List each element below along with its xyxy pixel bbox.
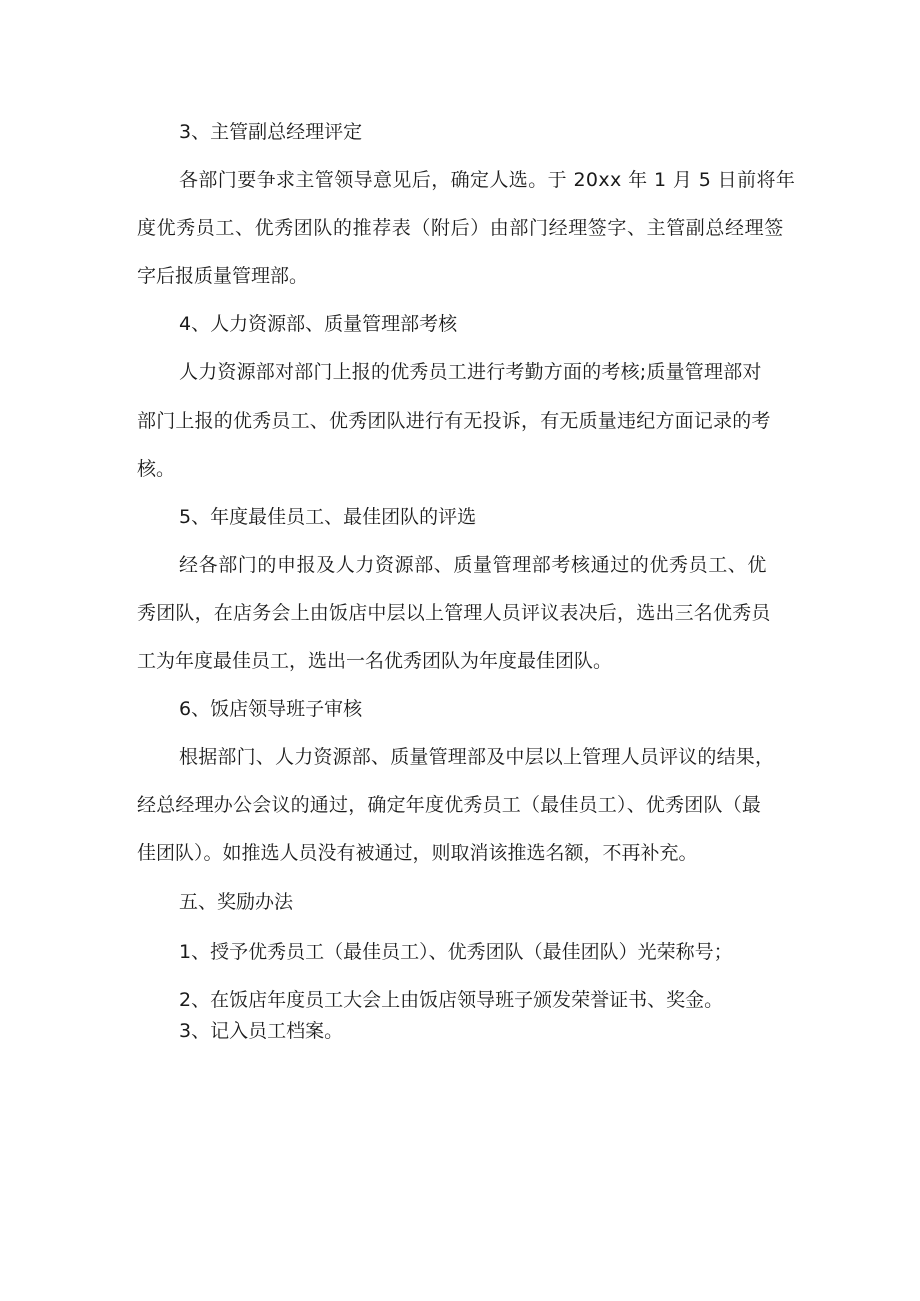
- paragraph-line: 字后报质量管理部。: [137, 265, 309, 287]
- paragraph-line: 秀团队，在店务会上由饭店中层以上管理人员评议表决后，选出三名优秀员: [137, 602, 771, 624]
- paragraph-line: 佳团队）。如推选人员没有被通过，则取消该推选名额，不再补充。: [137, 842, 698, 864]
- reward-item: 1、授予优秀员工（最佳员工）、优秀团队（最佳团队）光荣称号；: [179, 941, 733, 963]
- paragraph-line: 工为年度最佳员工，选出一名优秀团队为年度最佳团队。: [137, 650, 613, 672]
- paragraph-line: 根据部门、人力资源部、质量管理部及中层以上管理人员评议的结果，: [179, 746, 775, 768]
- reward-item: 2、在饭店年度员工大会上由饭店领导班子颁发荣誉证书、奖金。: [179, 989, 724, 1011]
- heading-4-hr-quality-review: 4、人力资源部、质量管理部考核: [179, 313, 458, 335]
- paragraph-line: 经总经理办公会议的通过，确定年度优秀员工（最佳员工）、优秀团队（最: [137, 794, 762, 816]
- paragraph-line: 核。: [137, 458, 176, 480]
- reward-item: 3、记入员工档案。: [179, 1020, 344, 1042]
- paragraph-line: 人力资源部对部门上报的优秀员工进行考勤方面的考核;质量管理部对: [179, 361, 762, 383]
- paragraph-line: 部门上报的优秀员工、优秀团队进行有无投诉，有无质量违纪方面记录的考: [137, 410, 771, 432]
- paragraph-line: 各部门要争求主管领导意见后，确定人选。于 20xx 年 1 月 5 日前将年: [179, 169, 796, 191]
- paragraph-line: 度优秀员工、优秀团队的推荐表（附后）由部门经理签字、主管副总经理签: [137, 217, 784, 239]
- heading-6-leadership-review: 6、饭店领导班子审核: [179, 698, 363, 720]
- heading-3-supervisor-evaluation: 3、主管副总经理评定: [179, 121, 363, 143]
- paragraph-line: 经各部门的申报及人力资源部、质量管理部考核通过的优秀员工、优: [179, 554, 768, 576]
- heading-5-best-selection: 5、年度最佳员工、最佳团队的评选: [179, 506, 477, 528]
- section-heading-rewards: 五、奖励办法: [179, 891, 294, 913]
